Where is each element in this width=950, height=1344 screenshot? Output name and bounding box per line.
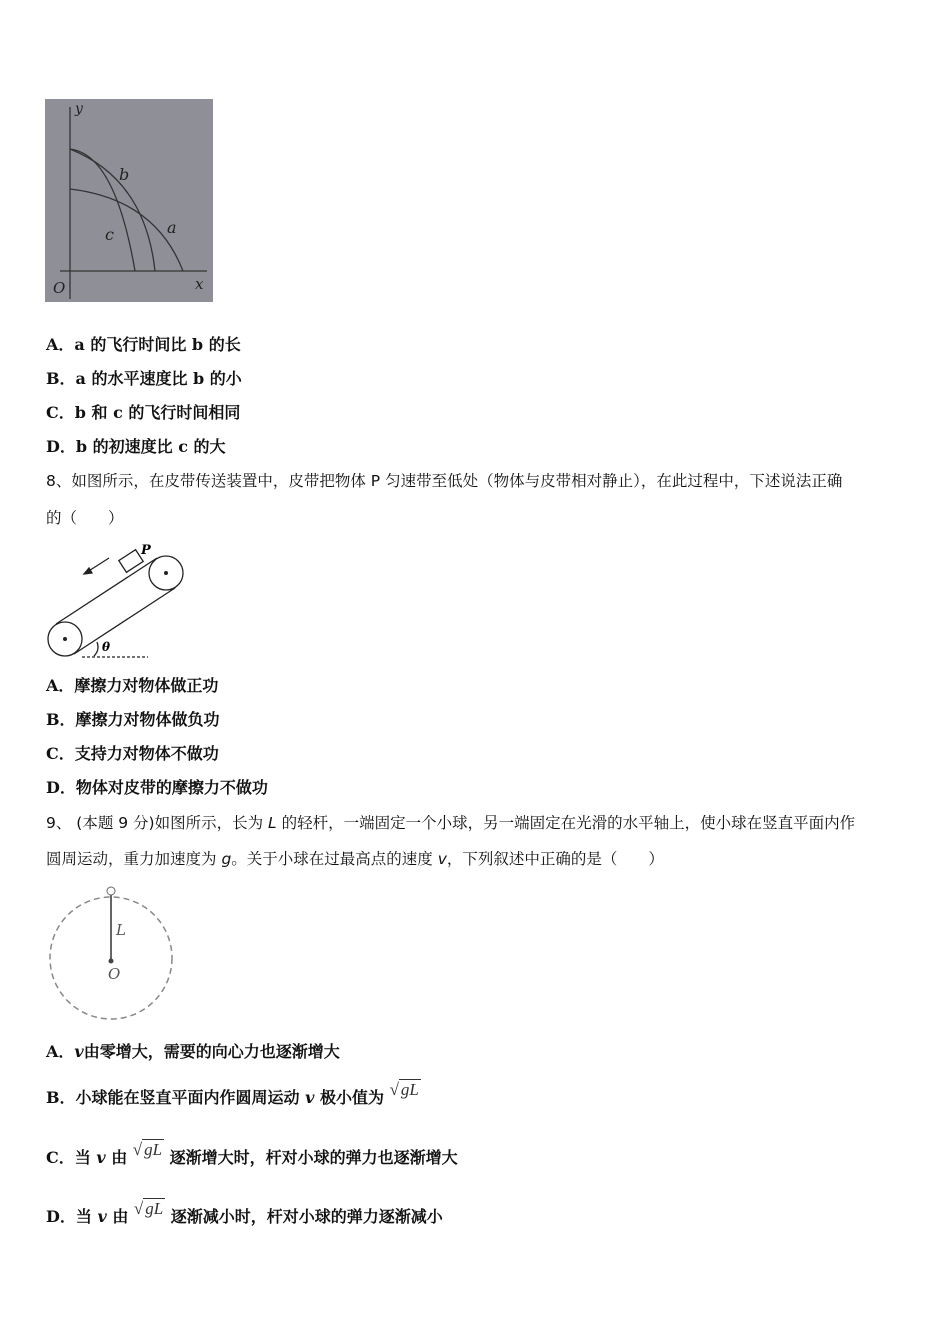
var-v: v	[97, 1207, 107, 1226]
svg-text:b: b	[119, 165, 130, 184]
q9-stem-line1	[46, 813, 855, 833]
q9-circle-figure	[46, 882, 178, 1032]
q9-option-b[interactable]	[46, 1080, 421, 1108]
option-text: 物体对皮带的摩擦力不做功	[75, 778, 268, 797]
stem-text: 的轻杆，一端固定一个小球，另一端固定在光滑的水平轴上，使小球在竖直平面内作	[276, 814, 856, 832]
svg-text:O: O	[108, 965, 121, 983]
option-label: C．	[46, 403, 75, 422]
option-label: B．	[46, 710, 76, 729]
option-text: 当	[75, 1207, 98, 1226]
q9-stem-line2	[46, 849, 664, 869]
svg-text:L: L	[116, 921, 126, 939]
q9-option-d[interactable]	[46, 1199, 443, 1227]
option-text: a 的水平速度比 b 的小	[75, 369, 242, 388]
svg-text:y: y	[75, 101, 83, 117]
q7-trajectory-figure	[45, 99, 213, 302]
option-label: D．	[46, 1207, 76, 1226]
option-text: 当	[74, 1148, 97, 1167]
option-text: 支持力对物体不做功	[74, 744, 219, 763]
option-label: A．	[46, 335, 75, 354]
svg-text:x: x	[195, 275, 204, 293]
sqrt-gL: √ gL	[133, 1199, 164, 1218]
option-text: 由	[106, 1207, 134, 1226]
q7-option-b[interactable]	[46, 369, 242, 389]
svg-text:c: c	[105, 225, 114, 244]
option-text: 摩擦力对物体做负功	[75, 710, 220, 729]
var-g: g	[221, 850, 232, 868]
option-label: D．	[46, 778, 76, 797]
q8-conveyor-figure	[44, 538, 194, 662]
var-v: v	[74, 1042, 84, 1061]
var-v: v	[96, 1148, 106, 1167]
option-text: 极小值为	[314, 1088, 390, 1107]
q8-option-b[interactable]	[46, 710, 220, 730]
q8-option-d[interactable]	[46, 778, 268, 798]
var-v: v	[437, 850, 447, 868]
option-label: B．	[46, 1088, 76, 1107]
sqrt-gL: √ gL	[389, 1080, 419, 1099]
option-text: 摩擦力对物体做正功	[74, 676, 219, 695]
q7-option-c[interactable]	[46, 403, 240, 423]
option-label: D．	[46, 437, 76, 456]
stem-text: 圆周运动，重力加速度为	[46, 850, 222, 868]
option-label: C．	[46, 1148, 75, 1167]
option-text: b 的初速度比 c 的大	[75, 437, 226, 456]
option-text: 由	[105, 1148, 133, 1167]
svg-text:a: a	[167, 218, 177, 237]
option-text: b 和 c 的飞行时间相同	[74, 403, 241, 422]
option-text: 由零增大，需要的向心力也逐渐增大	[83, 1042, 340, 1061]
option-label: B．	[46, 369, 76, 388]
option-label: A．	[46, 1042, 75, 1061]
option-text: 小球能在竖直平面内作圆周运动	[75, 1088, 306, 1107]
svg-text:θ: θ	[102, 640, 111, 654]
stem-text: ，下列叙述中正确的是（ ）	[446, 850, 664, 868]
q7-option-d[interactable]	[46, 437, 226, 457]
stem-text: 9、 (本题 9 分)如图所示，长为	[46, 814, 269, 832]
var-v: v	[305, 1088, 315, 1107]
q8-option-c[interactable]	[46, 744, 219, 764]
q9-option-a[interactable]	[46, 1042, 340, 1062]
option-label: C．	[46, 744, 75, 763]
svg-text:O: O	[53, 279, 66, 297]
var-L: L	[268, 814, 277, 832]
option-label: A．	[46, 676, 75, 695]
option-text: 逐渐增大时，杆对小球的弹力也逐渐增大	[164, 1148, 458, 1167]
option-text: a 的飞行时间比 b 的长	[74, 335, 241, 354]
q7-option-a[interactable]	[46, 335, 241, 355]
q8-stem-line1: 8、如图所示，在皮带传送装置中，皮带把物体 P 匀速带至低处（物体与皮带相对静止），在此过程中，下述说法正确	[46, 472, 843, 490]
q8-option-a[interactable]	[46, 676, 218, 696]
option-text: 逐渐减小时，杆对小球的弹力逐渐减小	[165, 1207, 443, 1226]
q9-option-c[interactable]	[46, 1140, 458, 1168]
q8-stem-line2: 的（ ）	[46, 509, 124, 527]
svg-text:P: P	[141, 543, 151, 558]
sqrt-gL: √ gL	[132, 1140, 163, 1159]
stem-text: 。关于小球在过最高点的速度	[231, 850, 438, 868]
